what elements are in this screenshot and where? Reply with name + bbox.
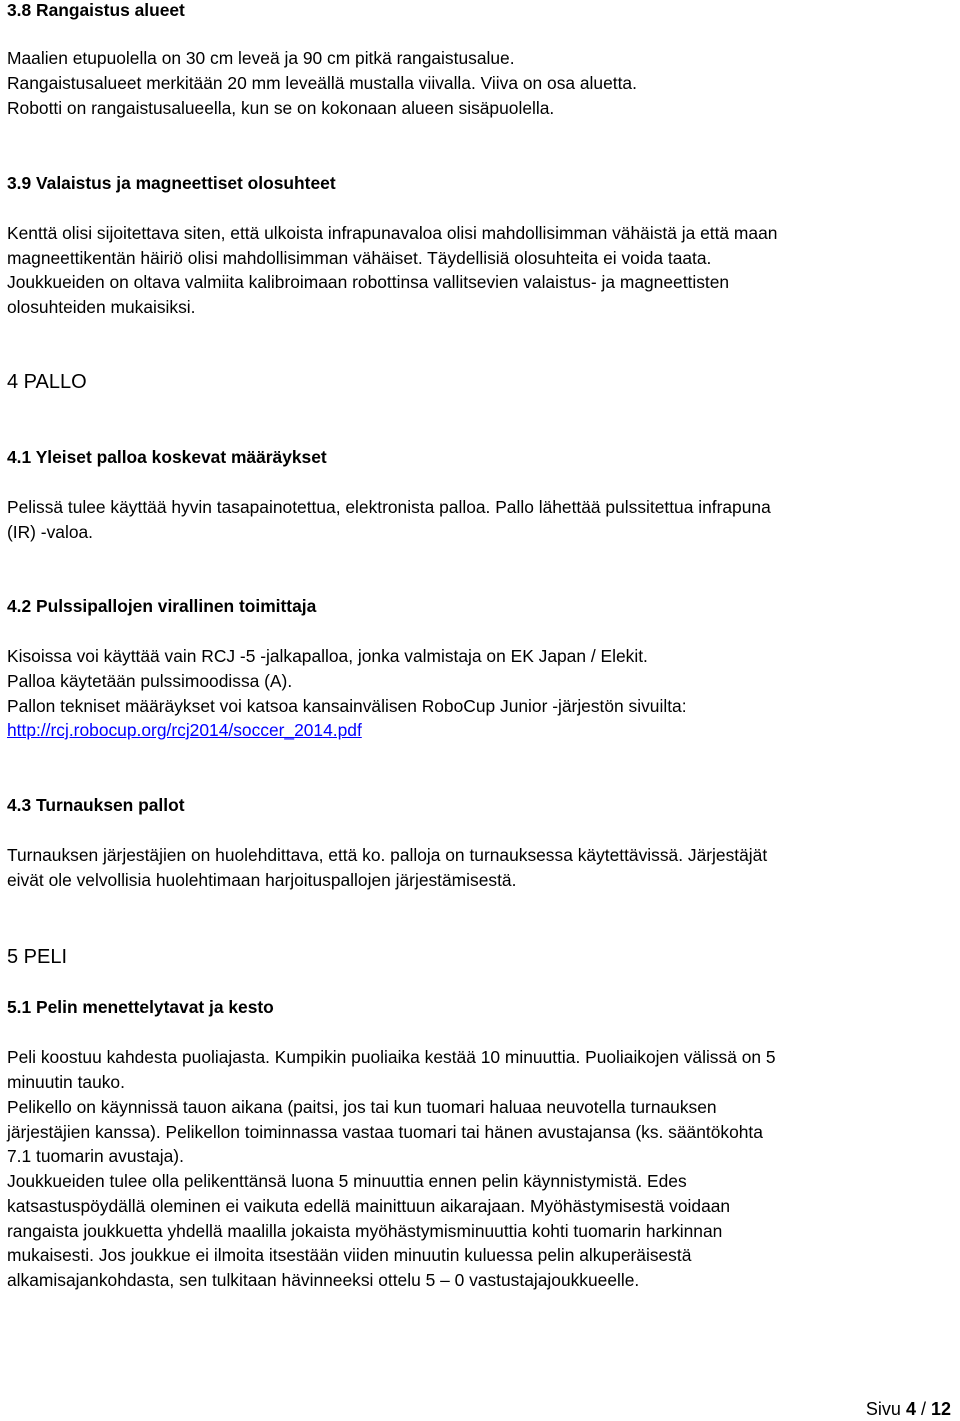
total-pages: 12 [930,1399,951,1419]
section-heading-3-9: 3.9 Valaistus ja magneettiset olosuhteet [7,173,336,193]
paragraph-line: Palloa käytetään pulssimoodissa (A). [7,671,293,691]
paragraph-line: järjestäjien kanssa). Pelikellon toiminnassa vastaa tuomari tai hänen avustajansa (ks. sääntökohta [7,1122,763,1142]
paragraph-line: minuutin tauko. [7,1072,125,1092]
paragraph-line: Peli koostuu kahdesta puoliajasta. Kumpikin puoliaika kestää 10 minuuttia. Puoliaikojen välissä on 5 [7,1047,776,1067]
chapter-heading-4: 4 PALLO [7,371,87,393]
paragraph-line: Robotti on rangaistusalueella, kun se on kokonaan alueen sisäpuolella. [7,98,555,118]
rules-link-line [7,718,362,742]
paragraph-line: Turnauksen järjestäjien on huolehdittava, että ko. palloja on turnauksessa käytettävissä. Järjestäjät [7,845,768,865]
paragraph-line: 7.1 tuomarin avustaja). [7,1146,184,1166]
page-label: Sivu [865,1399,906,1419]
section-heading-3-8: 3.8 Rangaistus alueet [7,0,185,20]
section-heading-4-2: 4.2 Pulssipallojen virallinen toimittaja [7,596,317,616]
rules-pdf-link[interactable]: http://rcj.robocup.org/rcj2014/soccer_2014.pdf [7,720,362,740]
paragraph-line: katsastuspöydällä oleminen ei vaikuta edellä mainittuun aikarajaan. Myöhästymisestä voidaan [7,1196,731,1216]
paragraph-line: magneettikentän häiriö olisi mahdollisimman vähäiset. Täydellisiä olosuhteita ei voida taata. [7,248,712,268]
paragraph-line: mukaisesti. Jos joukkue ei ilmoita itsestään viiden minuutin kuluessa pelin alkuperäisestä [7,1245,692,1265]
section-heading-4-3: 4.3 Turnauksen pallot [7,795,185,815]
paragraph-line: Joukkueiden tulee olla pelikenttänsä luona 5 minuuttia ennen pelin käynnistymistä. Edes [7,1171,687,1191]
paragraph-line: Kenttä olisi sijoitettava siten, että ulkoista infrapunavaloa olisi mahdollisimman vähäistä ja että maan [7,223,778,243]
paragraph-line: Pelissä tulee käyttää hyvin tasapainotettua, elektronista palloa. Pallo lähettää pulssitettua infrapuna [7,497,771,517]
current-page: 4 [905,1399,916,1419]
paragraph-line: alkamisajankohdasta, sen tulkitaan hävinneeksi ottelu 5 – 0 vastustajajoukkueelle. [7,1270,640,1290]
paragraph-line: olosuhteiden mukaisiksi. [7,297,196,317]
paragraph-line: Kisoissa voi käyttää vain RCJ -5 -jalkapalloa, jonka valmistaja on EK Japan / Elekit. [7,646,648,666]
chapter-heading-5: 5 PELI [7,946,68,968]
paragraph-line: Rangaistusalueet merkitään 20 mm leveällä mustalla viivalla. Viiva on osa aluetta. [7,73,637,93]
paragraph-line: (IR) -valoa. [7,522,94,542]
paragraph-line: Pallon tekniset määräykset voi katsoa kansainvälisen RoboCup Junior -järjestön sivuilta: [7,696,687,716]
paragraph-line: Joukkueiden on oltava valmiita kalibroimaan robottinsa vallitsevien valaistus- ja magneettisten [7,272,730,292]
section-heading-4-1: 4.1 Yleiset palloa koskevat määräykset [7,447,327,467]
page-separator: / [915,1399,931,1419]
paragraph-line: Maalien etupuolella on 30 cm leveä ja 90 cm pitkä rangaistusalue. [7,48,515,68]
paragraph-line: eivät ole velvollisia huolehtimaan harjoituspallojen järjestämisestä. [7,870,517,890]
page-number [866,1397,951,1421]
section-heading-5-1: 5.1 Pelin menettelytavat ja kesto [7,997,274,1017]
paragraph-line: Pelikello on käynnissä tauon aikana (paitsi, jos tai kun tuomari haluaa neuvotella turnauksen [7,1097,717,1117]
paragraph-line: rangaista joukkuetta yhdellä maalilla jokaista myöhästymisminuuttia kohti tuomarin harkinnan [7,1221,723,1241]
